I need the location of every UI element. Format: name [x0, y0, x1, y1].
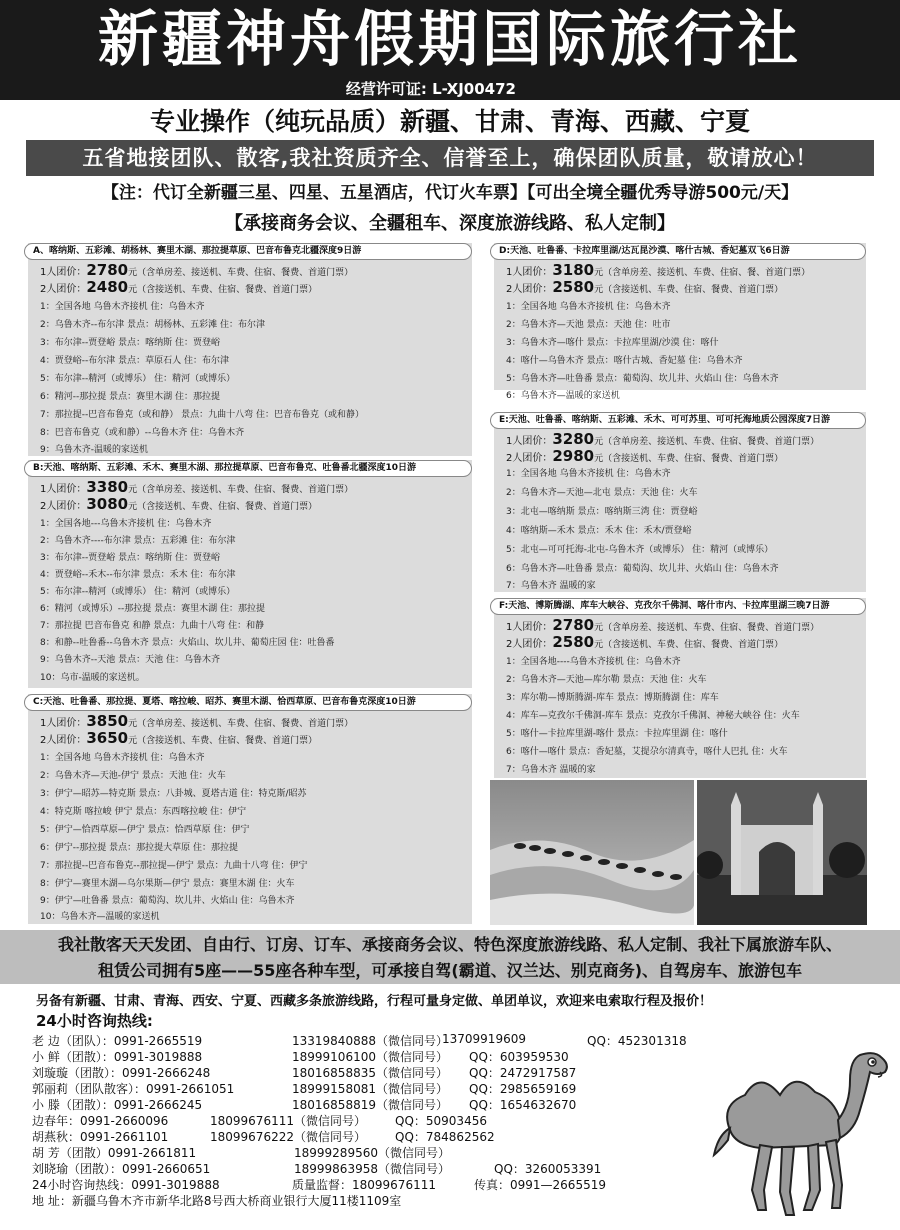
contact-name: 郭丽莉（团队散客）：0991-2661051	[32, 1082, 235, 1096]
route-c	[28, 694, 472, 924]
mosque-image	[697, 780, 867, 925]
route-b	[28, 460, 472, 688]
contact-mobile: 18999158081（微信同号）	[292, 1082, 448, 1096]
route-c-day: 7：那拉提--巴音布鲁克--那拉提—伊宁 景点：九曲十八弯 住：伊宁	[40, 861, 308, 871]
route-f-day: 5：喀什—卡拉库里湖-喀什 景点：卡拉库里湖 住：喀什	[506, 729, 728, 739]
contact-mobile: 18999863958（微信同号）	[294, 1162, 450, 1176]
route-a-title: A、喀纳斯、五彩滩、胡杨林、赛里木湖、那拉提草原、巴音布鲁克北疆深度9日游	[24, 243, 472, 260]
route-c-day: 8：伊宁—赛里木湖—乌尔果斯—伊宁 景点：赛里木湖 住：火车	[40, 879, 295, 889]
contact-name: 刘晓瑜（团散）：0991-2660651	[32, 1162, 211, 1176]
route-d-day: 4：喀什—乌鲁木齐 景点：喀什古城、香妃墓 住：乌鲁木齐	[506, 356, 743, 366]
route-f-day: 2：乌鲁木齐—天池—库尔勒 景点：天池 住：火车	[506, 675, 707, 685]
route-e-day: 6：乌鲁木齐—吐鲁番 景点：葡萄沟、坎儿井、火焰山 住：乌鲁木齐	[506, 564, 779, 574]
contact-qq: QQ：3260053391	[494, 1162, 602, 1176]
route-e-title: E:天池、吐鲁番、喀纳斯、五彩滩、禾木、可可苏里、可可托海地质公园深度7日游	[490, 412, 866, 429]
contact-qq: QQ：784862562	[395, 1130, 495, 1144]
route-b-day: 8：和静--吐鲁番--乌鲁木齐 景点：火焰山、坎儿井、葡萄庄园 住：吐鲁番	[40, 638, 335, 648]
contact-name: 胡 芳（团散）0991-2661811	[32, 1146, 197, 1160]
route-a	[28, 243, 472, 456]
more-routes-note: 另备有新疆、甘肃、青海、西安、宁夏、西藏多条旅游线路，行程可量身定做、单团单议，欢迎来电索取行程及报价！	[36, 994, 713, 1009]
route-b-price-2: 2人团价：3080元（含接送机、车费、住宿、餐费、首道门票）	[40, 495, 318, 513]
route-f-day: 4：库车—克孜尔千佛洞-库车 景点：克孜尔千佛洞、神秘大峡谷 住：火车	[506, 711, 800, 721]
contact-name: 小 滕（团散）：0991-2666245	[32, 1098, 203, 1112]
route-d-title: D:天池、吐鲁番、卡拉库里湖/达瓦昆沙漠、喀什古城、香妃墓双飞6日游	[490, 243, 866, 260]
mosque-photo	[697, 780, 867, 925]
route-d	[494, 243, 866, 401]
route-a-day: 5：布尔津--精河（或博乐） 住：精河（或博乐）	[40, 374, 236, 384]
license-number: 经营许可证: L-XJ00472	[345, 80, 516, 98]
route-c-day: 10：乌鲁木齐—温暖的家送机	[40, 912, 160, 922]
contact-name: 老 边（团队）：0991-2665519	[32, 1034, 203, 1048]
route-b-day: 7：那拉提 巴音布鲁克 和静 景点：九曲十八弯 住：和静	[40, 621, 265, 631]
hotel-note: 【注：代订全新疆三星、四星、五星酒店，代订火车票】【可出全境全疆优秀导游500元/天】	[101, 183, 799, 203]
route-f-day: 3：库尔勒—博斯腾湖-库车 景点：博斯腾湖 住：库车	[506, 693, 719, 703]
desert-camel-photo	[490, 780, 694, 925]
route-b-day: 3：布尔津--贾登峪 景点：喀纳斯 住：贾登峪	[40, 553, 220, 563]
route-a-day: 9：乌鲁木齐-温暖的家送机	[40, 445, 148, 455]
route-f	[494, 598, 866, 778]
contact-name: 边春年：0991-2660096	[32, 1114, 169, 1128]
route-d-day: 3：乌鲁木齐—喀什 景点：卡拉库里湖/沙漠 住：喀什	[506, 338, 719, 348]
route-c-day: 6：伊宁--那拉提 景点：那拉提大草原 住：那拉提	[40, 843, 238, 853]
route-c-price-1: 1人团价：3850元（含单房差、接送机、车费、住宿、餐费、首道门票）	[40, 712, 354, 730]
service-banner: 五省地接团队、散客,我社资质齐全、信誉至上，确保团队质量，敬请放心！	[26, 140, 874, 176]
footer-fax: 传真：0991—2665519	[474, 1178, 606, 1192]
route-d-day: 2：乌鲁木齐—天池 景点：天池 住：吐市	[506, 320, 671, 330]
route-e-day: 2：乌鲁木齐—天池—北屯 景点：天池 住：火车	[506, 488, 698, 498]
contact-mobile: 18016858835（微信同号）	[292, 1066, 448, 1080]
route-f-price-2: 2人团价：2580元（含接送机、车费、住宿、餐费、首道门票）	[506, 633, 784, 651]
contact-name: 胡燕秋：0991-2661101	[32, 1130, 169, 1144]
contact-qq: QQ：50903456	[395, 1114, 487, 1128]
route-c-day: 5：伊宁—恰西草原—伊宁 景点：恰西草原 住：伊宁	[40, 825, 250, 835]
contact-name: 刘璇璇（团散）：0991-2666248	[32, 1066, 211, 1080]
footer-hotline: 24小时咨询热线：0991-3019888	[32, 1178, 220, 1192]
contact-mobile: 18999289560（微信同号）	[294, 1146, 450, 1160]
route-b-day: 9：乌鲁木齐--天池 景点：天池 住：乌鲁木齐	[40, 655, 220, 665]
route-a-day: 3：布尔津--贾登峪 景点：喀纳斯 住：贾登峪	[40, 338, 220, 348]
tagline: 专业操作（纯玩品质）新疆、甘肃、青海、西藏、宁夏	[149, 107, 750, 136]
contact-mobile: 18016858819（微信同号）	[292, 1098, 448, 1112]
footer-address: 地 址：新疆乌鲁木齐市新华北路8号西大桥商业银行大厦11楼1109室	[32, 1194, 402, 1208]
desert-camel-image	[490, 780, 694, 925]
contact-mobile: 18099676111（微信同号）	[210, 1114, 366, 1128]
route-d-price-1: 1人团价：3180元（含单房差、接送机、车费、住宿、餐、首道门票）	[506, 261, 811, 279]
route-c-day: 4：特克斯 喀拉峻 伊宁 景点：东西喀拉峻 住：伊宁	[40, 807, 247, 817]
route-a-day: 1：全国各地 乌鲁木齐接机 住：乌鲁木齐	[40, 302, 205, 312]
services-line-2: 租赁公司拥有5座——55座各种车型，可承接自驾(霸道、汉兰达、别克商务)、自驾房车、旅游包车	[97, 961, 803, 980]
route-b-day: 6：精河（或博乐）--那拉提 景点：赛里木湖 住：那拉提	[40, 604, 265, 614]
contact-qq: QQ：2985659169	[469, 1082, 577, 1096]
camel-icon	[700, 1010, 900, 1225]
contact-qq: QQ：2472917587	[469, 1066, 577, 1080]
route-b-title: B:天池、喀纳斯、五彩滩、禾木、赛里木湖、那拉提草原、巴音布鲁克、吐鲁番北疆深度10日游	[24, 460, 472, 477]
route-f-title: F:天池、博斯腾湖、库车大峡谷、克孜尔千佛洞、喀什市内、卡拉库里湖三晚7日游	[490, 598, 866, 615]
route-b-day: 1：全国各地---乌鲁木齐接机 住：乌鲁木齐	[40, 519, 212, 529]
route-e-day: 3：北屯—喀纳斯 景点：喀纳斯三湾 住：贾登峪	[506, 507, 698, 517]
route-e-day: 4：喀纳斯—禾木 景点：禾木 住：禾木/贾登峪	[506, 526, 692, 536]
route-d-day: 1：全国各地 乌鲁木齐接机 住：乌鲁木齐	[506, 302, 671, 312]
route-b-day: 10：乌市-温暖的家送机。	[40, 673, 145, 683]
route-a-day: 8：巴音布鲁克（或和静）--乌鲁木齐 住：乌鲁木齐	[40, 428, 245, 438]
route-d-day: 6：乌鲁木齐—温暖的家送机	[506, 391, 620, 401]
business-note: 【承接商务会议、全疆租车、深度旅游线路、私人定制】	[225, 213, 675, 234]
route-f-day: 6：喀什—喀什 景点：香妃墓，艾提尕尔清真寺，喀什人巴扎 住：火车	[506, 747, 788, 757]
route-d-day: 5：乌鲁木齐—吐鲁番 景点：葡萄沟、坎儿井、火焰山 住：乌鲁木齐	[506, 374, 779, 384]
contact-mobile: 18999106100（微信同号）	[292, 1050, 448, 1064]
route-e-price-2: 2人团价：2980元（含接送机、车费、住宿、餐费、首道门票）	[506, 447, 784, 465]
route-f-price-1: 1人团价：2780元（含单房差、接送机、车费、住宿、餐费、首道门票）	[506, 616, 820, 634]
route-d-price-2: 2人团价：2580元（含接送机、车费、住宿、餐费、首道门票）	[506, 278, 784, 296]
route-a-day: 4：贾登峪--布尔津 景点：草原石人 住：布尔津	[40, 356, 229, 366]
route-e	[494, 412, 866, 592]
contact-mobile: 18099676222（微信同号）	[210, 1130, 366, 1144]
contact-mobile: 13319840888（微信同号）	[292, 1034, 448, 1048]
route-f-day: 7：乌鲁木齐 温暖的家	[506, 765, 596, 775]
contact-name: 小 鲜（团散）：0991-3019888	[32, 1050, 203, 1064]
contact-qq: QQ：1654632670	[469, 1098, 577, 1112]
footer-supervise: 质量监督：18099676111	[292, 1178, 436, 1192]
contact-qq: QQ：452301318	[587, 1034, 687, 1048]
contact-extra: 13709919609	[442, 1032, 526, 1046]
route-c-day: 1：全国各地 乌鲁木齐接机 住：乌鲁木齐	[40, 753, 205, 763]
route-c-title: C:天池、吐鲁番、那拉提、夏塔、喀拉峻、昭苏、赛里木湖、恰西草原、巴音布鲁克深度10日游	[24, 694, 472, 711]
contact-qq: QQ：603959530	[469, 1050, 569, 1064]
route-f-day: 1：全国各地----乌鲁木齐接机 住：乌鲁木齐	[506, 657, 681, 667]
services-banner	[0, 930, 900, 984]
route-e-price-1: 1人团价：3280元（含单房差、接送机、车费、住宿、餐费、首道门票）	[506, 430, 820, 448]
route-c-day: 3：伊宁—昭苏—特克斯 景点：八卦城、夏塔古道 住：特克斯/昭苏	[40, 789, 307, 799]
route-a-day: 7：那拉提--巴音布鲁克（或和静） 景点：九曲十八弯 住：巴音布鲁克（或和静）	[40, 410, 364, 420]
route-e-day: 7：乌鲁木齐 温暖的家	[506, 581, 596, 591]
route-e-day: 1：全国各地 乌鲁木齐接机 住：乌鲁木齐	[506, 469, 671, 479]
route-b-day: 2：乌鲁木齐----布尔津 景点：五彩滩 住：布尔津	[40, 536, 236, 546]
route-a-day: 2：乌鲁木齐--布尔津 景点：胡杨林、五彩滩 住：布尔津	[40, 320, 265, 330]
hotline-title: 24小时咨询热线:	[36, 1012, 153, 1030]
route-b-day: 5：布尔津--精河（或博乐） 住：精河（或博乐）	[40, 587, 236, 597]
route-a-day: 6：精河--那拉提 景点：赛里木湖 住：那拉提	[40, 392, 220, 402]
services-line-1: 我社散客天天发团、自由行、订房、订车、承接商务会议、特色深度旅游线路、私人定制、我社下属旅游车队、	[57, 935, 842, 954]
route-a-price-1: 1人团价：2780元（含单房差、接送机、车费、住宿、餐费、首道门票）	[40, 261, 354, 279]
route-c-day: 2：乌鲁木齐—天池-伊宁 景点：天池 住：火车	[40, 771, 226, 781]
agency-title: 新疆神舟假期国际旅行社	[98, 5, 802, 75]
route-c-price-2: 2人团价：3650元（含接送机、车费、住宿、餐费、首道门票）	[40, 729, 318, 747]
route-b-price-1: 1人团价：3380元（含单房差、接送机、车费、住宿、餐费、首道门票）	[40, 478, 354, 496]
header	[0, 0, 900, 100]
route-a-price-2: 2人团价：2480元（含接送机、车费、住宿、餐费、首道门票）	[40, 278, 318, 296]
route-b-day: 4：贾登峪--禾木--布尔津 景点：禾木 住：布尔津	[40, 570, 236, 580]
route-c-day: 9：伊宁—吐鲁番 景点：葡萄沟、坎儿井、火焰山 住：乌鲁木齐	[40, 896, 295, 906]
route-e-day: 5：北屯—可可托海-北屯-乌鲁木齐（或博乐） 住：精河（或博乐）	[506, 545, 774, 555]
